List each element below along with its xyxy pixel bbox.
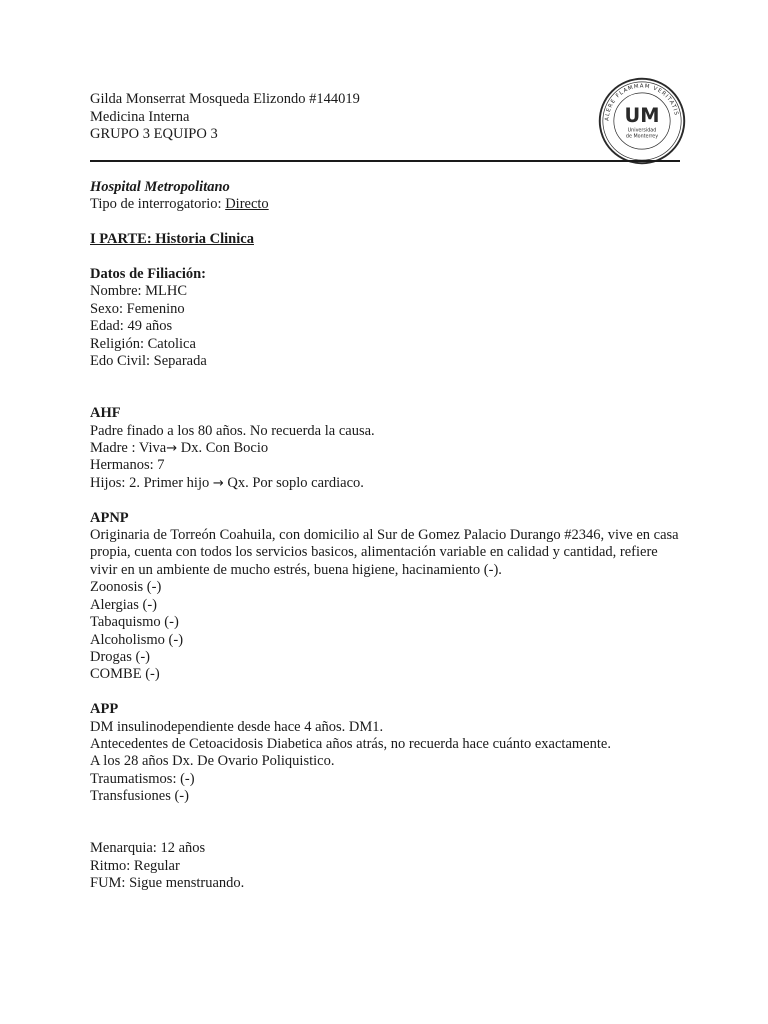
filiacion-sexo: Sexo: Femenino xyxy=(90,300,185,317)
ago-ritmo: Ritmo: Regular xyxy=(90,857,180,874)
ahf-title: AHF xyxy=(90,405,121,422)
app-traumatismos: Traumatismos: (-) xyxy=(90,770,195,787)
header-divider xyxy=(90,160,680,162)
document-body xyxy=(90,179,682,893)
apnp-title: APNP xyxy=(90,509,129,526)
app-cetoacidosis: Antecedentes de Cetoacidosis Diabetica años atrás, no recuerda hace cuánto exactamente. xyxy=(90,735,611,752)
seal-ring-text: ALERE FLAMMAM VERITATIS xyxy=(604,83,680,122)
subject-line: Medicina Interna xyxy=(90,108,190,125)
apnp-alergias: Alergias (-) xyxy=(90,596,157,613)
interrogatorio-line xyxy=(90,196,682,213)
interrogatorio-value: Directo xyxy=(225,196,269,213)
seal-monogram: UM xyxy=(624,103,660,127)
apnp-drogas: Drogas (-) xyxy=(90,648,150,665)
ahf-madre-dx: Dx. Con Bocio xyxy=(177,440,269,457)
hospital-name: Hospital Metropolitano xyxy=(90,179,230,195)
seal-name-line1: Universidad xyxy=(627,128,657,134)
apnp-tabaquismo: Tabaquismo (-) xyxy=(90,614,179,631)
ahf-madre xyxy=(90,440,682,457)
ahf-hijos-qx: Qx. Por soplo cardiaco. xyxy=(223,474,364,491)
ago-menarquia: Menarquia: 12 años xyxy=(90,840,206,857)
ahf-hijos xyxy=(90,475,682,492)
app-dm: DM insulinodependiente desde hace 4 años. DM1. xyxy=(90,718,384,735)
document-header xyxy=(90,91,360,144)
filiacion-title: Datos de Filiación: xyxy=(90,266,206,282)
apnp-combe: COMBE (-) xyxy=(90,666,160,683)
filiacion-religion: Religión: Catolica xyxy=(90,335,196,352)
filiacion-edad: Edad: 49 años xyxy=(90,318,173,335)
app-ovario: A los 28 años Dx. De Ovario Poliquistico. xyxy=(90,753,335,770)
app-transfusiones: Transfusiones (-) xyxy=(90,788,189,805)
arrow-icon: → xyxy=(212,475,224,491)
interrogatorio-label: Tipo de interrogatorio: xyxy=(90,196,226,213)
arrow-icon: → xyxy=(166,441,178,457)
ahf-hijos-text: Hijos: 2. Primer hijo xyxy=(90,474,213,491)
apnp-paragraph: Originaria de Torreón Coahuila, con domicilio al Sur de Gomez Palacio Durango #2346, vive en casa propia, cuenta con todos los servicios basicos, alimentación variable en calidad y cantidad, refiere vivir en un ambiente de mucho estrés, buena higiene, hacinamiento (-). xyxy=(90,527,679,578)
group-line: GRUPO 3 EQUIPO 3 xyxy=(90,126,218,142)
part-title: I PARTE: Historia Clinica xyxy=(90,231,254,248)
filiacion-civil: Edo Civil: Separada xyxy=(90,353,207,370)
seal-name-line2: de Monterrey xyxy=(625,134,659,140)
apnp-alcoholismo: Alcoholismo (-) xyxy=(90,631,184,648)
author-line: Gilda Monserrat Mosqueda Elizondo #144019 xyxy=(90,91,360,107)
university-seal-logo xyxy=(598,77,686,165)
ahf-padre: Padre finado a los 80 años. No recuerda la causa. xyxy=(90,422,375,439)
ahf-hermanos: Hermanos: 7 xyxy=(90,457,165,474)
app-title: APP xyxy=(90,701,119,718)
apnp-zoonosis: Zoonosis (-) xyxy=(90,579,162,596)
ago-fum: FUM: Sigue menstruando. xyxy=(90,875,245,892)
ahf-madre-text: Madre : Viva xyxy=(90,440,167,457)
filiacion-nombre: Nombre: MLHC xyxy=(90,283,188,300)
